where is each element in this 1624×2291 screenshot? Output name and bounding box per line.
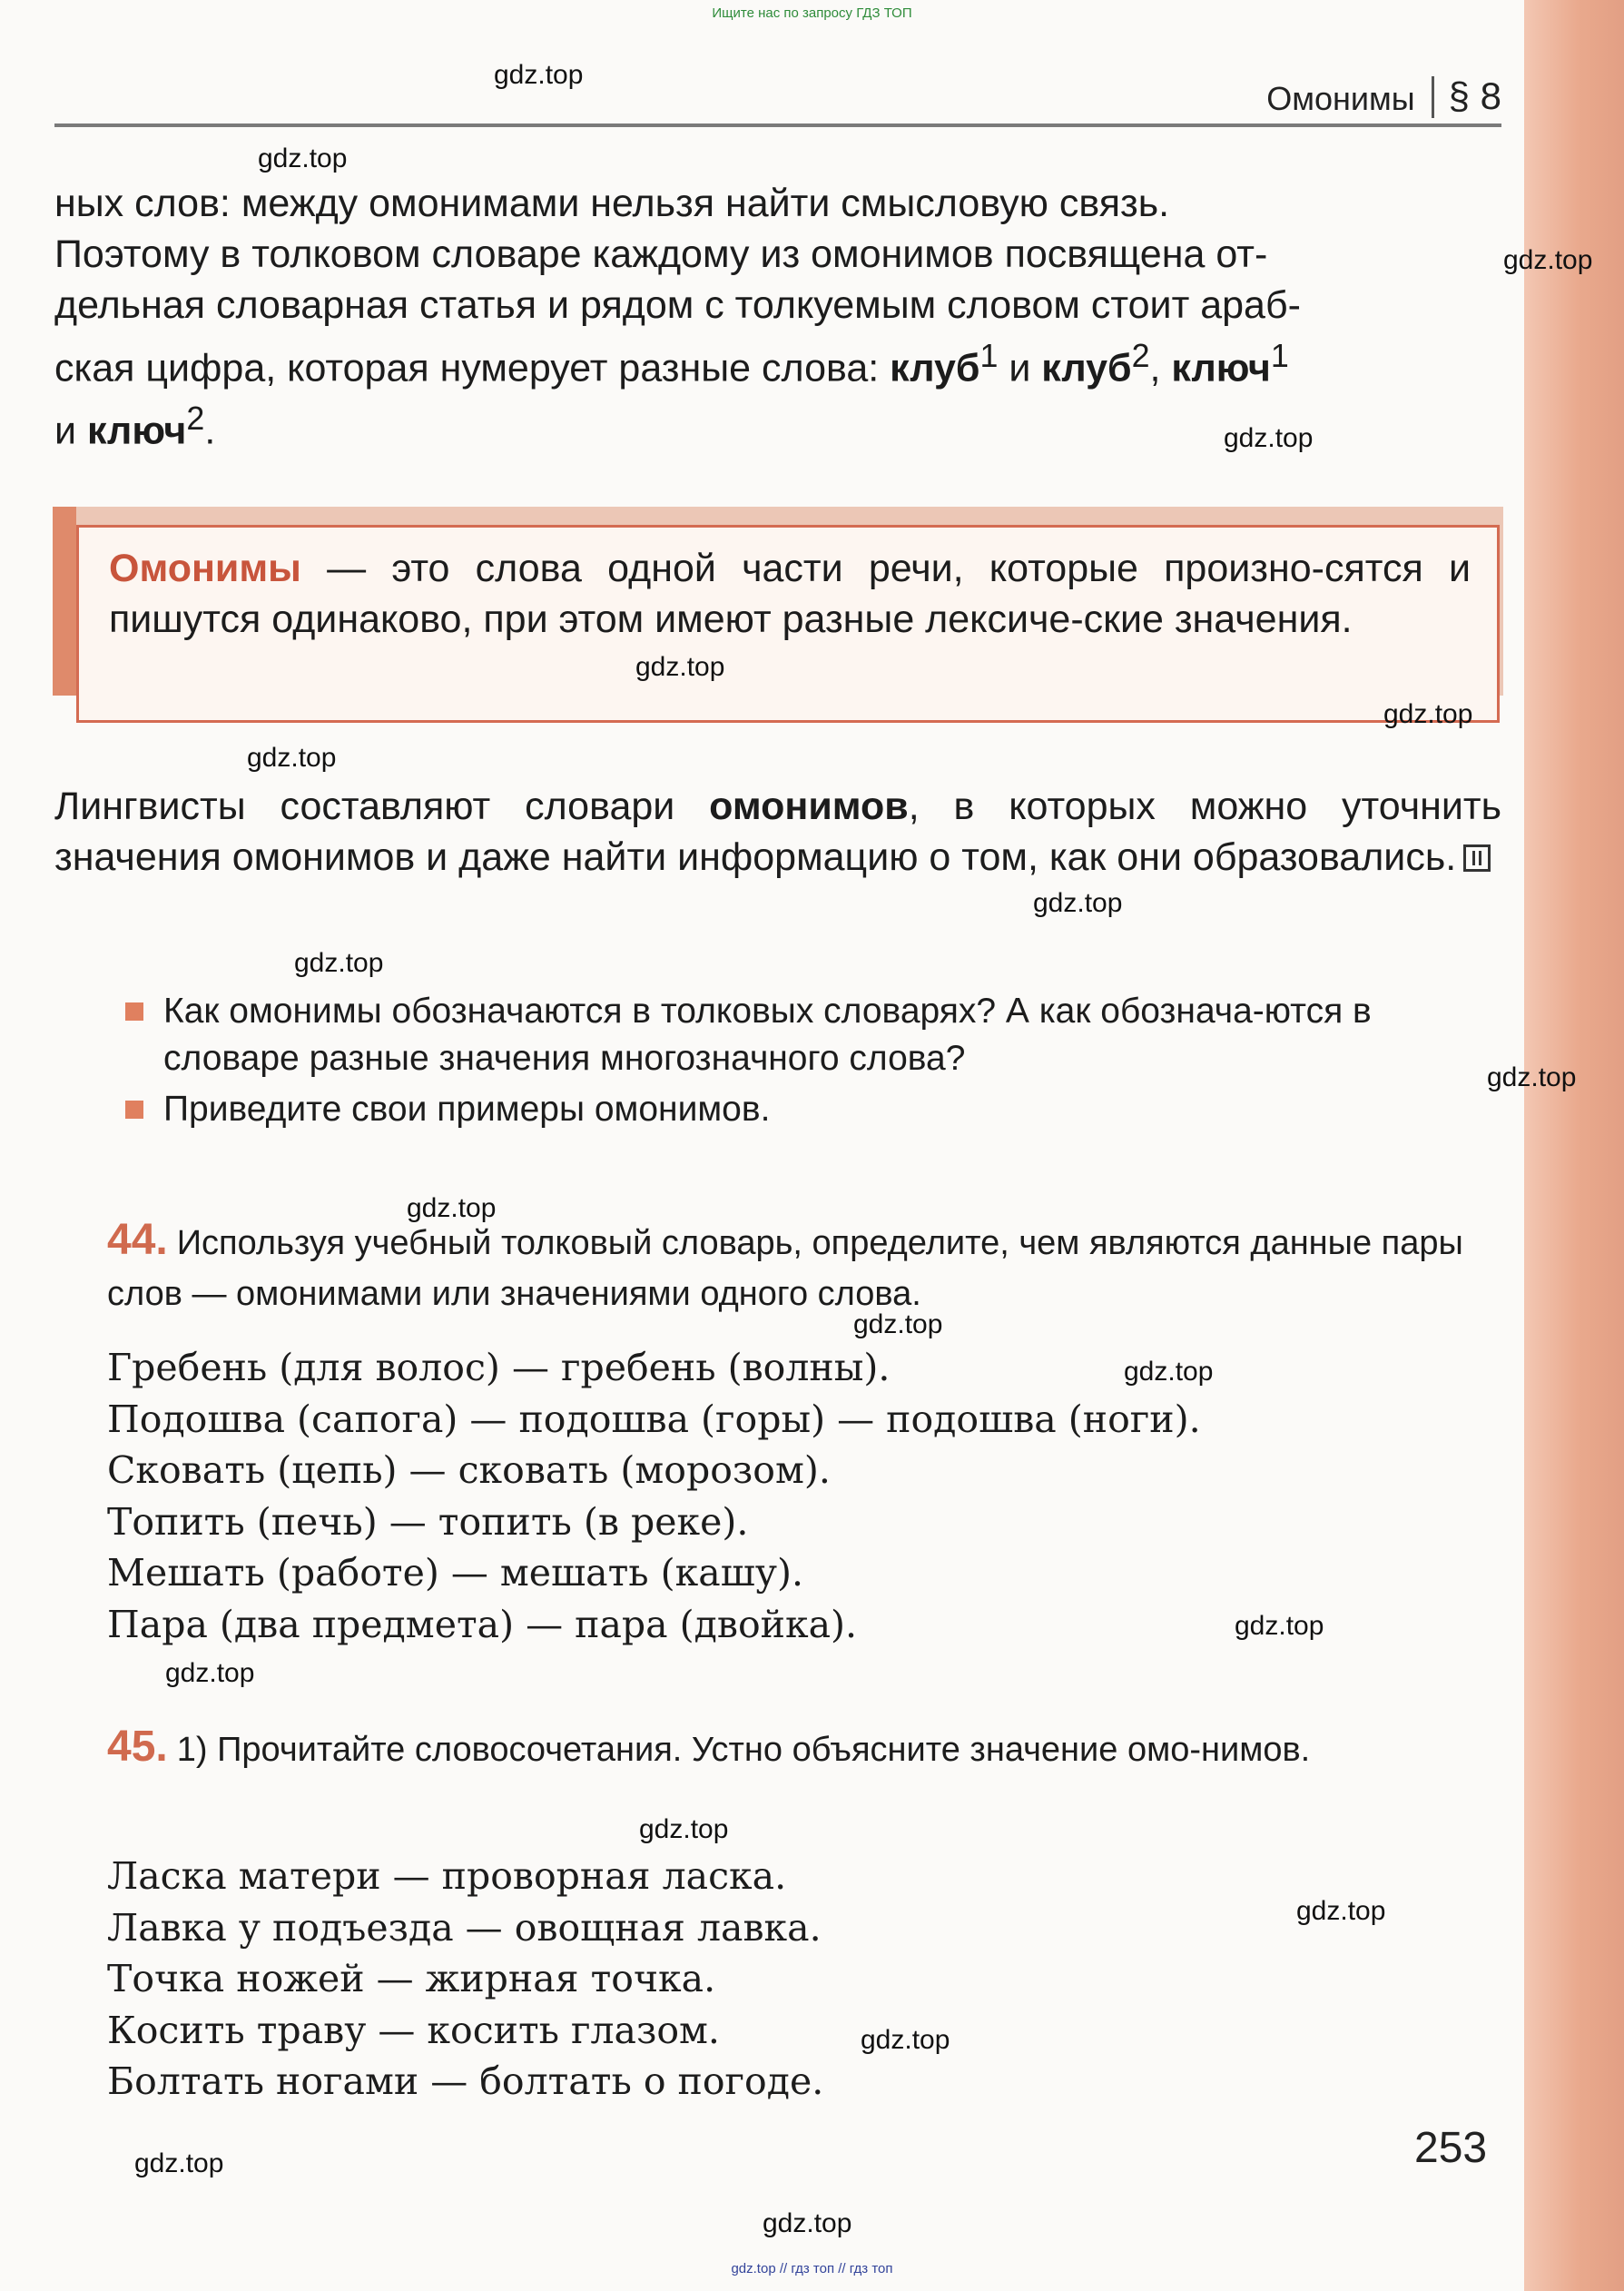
definition-term: Омонимы (109, 547, 301, 590)
intro-line: ных слов: между омонимами нельзя найти смысловую связь. (54, 182, 1170, 225)
header-right (1266, 74, 1501, 118)
intro-line (54, 331, 1501, 393)
book-icon (1463, 844, 1491, 872)
task-44-item: Пара (два предмета) — пара (двойка). (107, 1602, 858, 1646)
linguists-pre: Лингвисты составляют словари (54, 785, 710, 828)
example-joiner: и (998, 346, 1042, 390)
watermark: gdz.top (1383, 699, 1473, 729)
task-44-item: Гребень (для волос) — гребень (волны). (107, 1346, 891, 1389)
watermark: gdz.top (407, 1193, 497, 1223)
watermark: gdz.top (1487, 1062, 1577, 1092)
example-sup: 1 (1270, 338, 1289, 374)
header-separator (1432, 76, 1434, 118)
intro-line-text: ская цифра, которая нумерует разные слова: (54, 346, 891, 390)
example-word: клуб (1041, 346, 1132, 390)
task-44-item: Мешать (работе) — мешать (кашу). (107, 1551, 803, 1595)
watermark: gdz.top (258, 143, 348, 173)
definition-side-bar (53, 507, 76, 696)
question-text: Как омонимы обозначаются в толковых словарях? А как обознача-ются в словаре разные значения многозначного слова? (163, 992, 1372, 1078)
questions-list (163, 988, 1498, 1137)
intro-line: Поэтому в толковом словаре каждому из омонимов посвящена от- (54, 232, 1268, 276)
definition-text (109, 543, 1471, 645)
example-sup: 1 (979, 338, 999, 374)
watermark: gdz.top (1296, 1896, 1386, 1926)
task-44-item: Сковать (цепь) — сковать (морозом). (107, 1448, 831, 1492)
intro-last-pre: и (54, 409, 87, 453)
task-44-item: Подошва (сапога) — подошва (горы) — подошва (ноги). (107, 1397, 1201, 1441)
task-44-items (107, 1342, 1201, 1650)
watermark: gdz.top (494, 60, 584, 90)
task-44-item: Топить (печь) — топить (в реке). (107, 1499, 749, 1544)
intro-line: дельная словарная статья и рядом с толкуемым словом стоит араб- (54, 283, 1301, 327)
watermark: gdz.top (763, 2208, 852, 2238)
task-45-item: Болтать ногами — болтать о погоде. (107, 2059, 824, 2103)
question-item (163, 988, 1498, 1082)
page-edge-strip (1524, 0, 1624, 2291)
watermark-bottom: gdz.top // гдз топ // гдз топ (731, 2261, 893, 2276)
square-bullet-icon (125, 1101, 143, 1119)
example-joiner: , (1149, 346, 1172, 390)
task-44-text: Используя учебный толковый словарь, определите, чем являются данные пары слов — омонимами или значениями одного слова. (107, 1224, 1463, 1313)
watermark: gdz.top (1124, 1357, 1214, 1387)
question-text: Приведите свои примеры омонимов. (163, 1090, 771, 1129)
task-44-number: 44. (107, 1216, 168, 1264)
task-45-item: Лавка у подъезда — овощная лавка. (107, 1905, 822, 1950)
task-45-item: Точка ножей — жирная точка. (107, 1957, 716, 2000)
task-45-item: Косить траву — косить глазом. (107, 2008, 720, 2052)
watermark: gdz.top (165, 1658, 255, 1688)
task-45-number: 45. (107, 1723, 168, 1771)
linguists-bold: омонимов (709, 785, 909, 828)
watermark: gdz.top (861, 2025, 950, 2055)
watermark: gdz.top (294, 948, 384, 978)
question-item (163, 1086, 1498, 1133)
intro-last-post: . (204, 409, 216, 453)
page-number: 253 (1414, 2124, 1488, 2172)
header-section: § 8 (1448, 74, 1501, 117)
task-45-heading (107, 1722, 1505, 1775)
watermark: gdz.top (1503, 245, 1593, 275)
square-bullet-icon (125, 1002, 143, 1021)
watermark: gdz.top (635, 652, 725, 682)
example-word: клуб (890, 346, 980, 390)
watermark: gdz.top (1033, 888, 1123, 918)
linguists-post: , в которых можно уточнить значения омонимов и даже найти информацию о том, как они образовались. (54, 785, 1501, 879)
task-45-item: Ласка матери — проворная ласка. (107, 1854, 787, 1898)
linguists-paragraph (54, 781, 1501, 883)
example-sup: 2 (186, 400, 205, 438)
watermark: gdz.top (639, 1814, 729, 1844)
page-header (54, 71, 1501, 127)
watermark-top: Ищите нас по запросу ГДЗ ТОП (712, 5, 912, 21)
definition-body: — это слова одной части речи, которые произно-сятся и пишутся одинаково, при этом имеют разные лексиче-ские значения. (109, 547, 1471, 641)
watermark: gdz.top (853, 1309, 943, 1339)
watermark: gdz.top (1224, 423, 1314, 453)
intro-paragraph (54, 178, 1501, 457)
watermark: gdz.top (247, 743, 337, 773)
watermark: gdz.top (134, 2148, 224, 2178)
task-45-items (107, 1851, 823, 2108)
header-topic: Омонимы (1266, 80, 1415, 117)
task-44-heading (107, 1215, 1505, 1319)
watermark: gdz.top (1235, 1611, 1324, 1641)
task-45-text: 1) Прочитайте словосочетания. Устно объясните значение омо-нимов. (176, 1731, 1311, 1769)
example-sup: 2 (1131, 338, 1150, 374)
example-word: ключ (1171, 346, 1271, 390)
example-word: ключ (86, 409, 187, 453)
